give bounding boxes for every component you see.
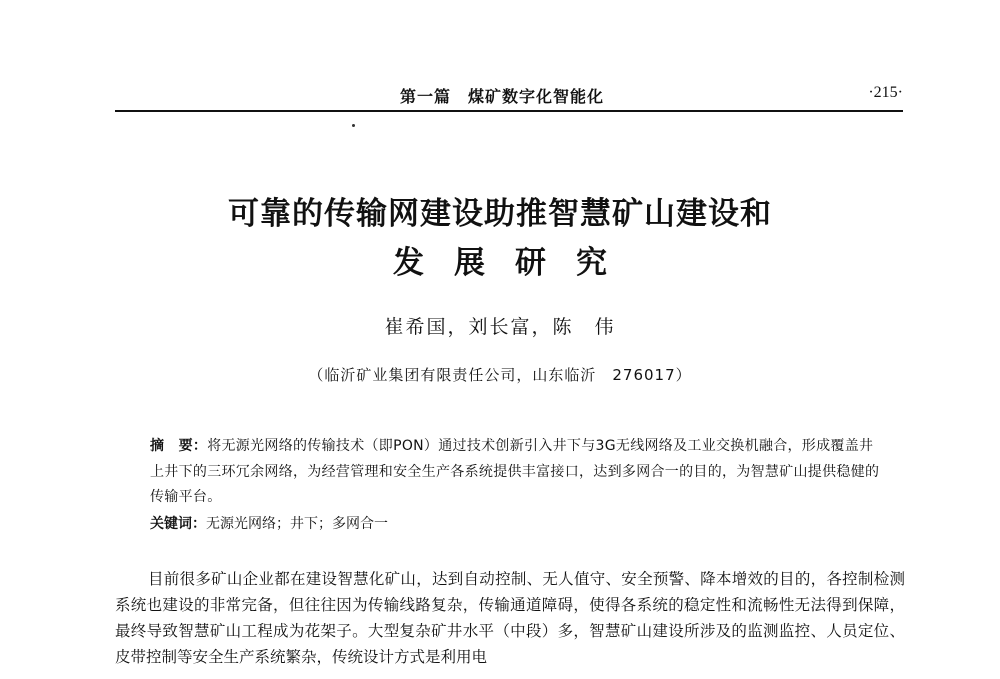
keywords-label: 关键词：	[150, 516, 206, 532]
print-speck	[352, 124, 355, 127]
keywords	[150, 512, 880, 537]
header-rule	[115, 110, 903, 112]
paper-title-line-2: 发展研究	[393, 245, 637, 281]
running-header	[115, 80, 903, 110]
abstract	[150, 434, 880, 511]
paper-title-line-1: 可靠的传输网建设助推智慧矿山建设和	[228, 196, 772, 232]
authors: 崔希国，刘长富，陈 伟	[384, 316, 616, 338]
abstract-text: 将无源光网络的传输技术（即PON）通过技术创新引入井下与3G无线网络及工业交换机融合，形成覆盖井上井下的三环冗余网络，为经营管理和安全生产各系统提供丰富接口，达到多网合一的目的，为智慧矿山提供稳健的传输平台。	[150, 438, 880, 505]
affiliation: （临沂矿业集团有限责任公司，山东临沂 276017）	[308, 366, 692, 384]
section-label: 第一篇 煤矿数字化智能化	[400, 87, 605, 106]
keywords-text: 无源光网络；井下；多网合一	[206, 516, 388, 532]
abstract-label: 摘 要：	[150, 438, 208, 454]
body-paragraph: 目前很多矿山企业都在建设智慧化矿山，达到自动控制、无人值守、安全预警、降本增效的目的，各控制检测系统也建设的非常完备，但往往因为传输线路复杂，传输通道障碍，使得各系统的稳定性和流畅性无法得到保障，最终导致智慧矿山工程成为花架子。大型复杂矿井水平（中段）多，智慧矿山建设所涉及的监测监控、人员定位、皮带控制等安全生产系统繁杂，传统设计方式是利用电	[115, 570, 905, 666]
page-number: ·215·	[868, 84, 903, 101]
